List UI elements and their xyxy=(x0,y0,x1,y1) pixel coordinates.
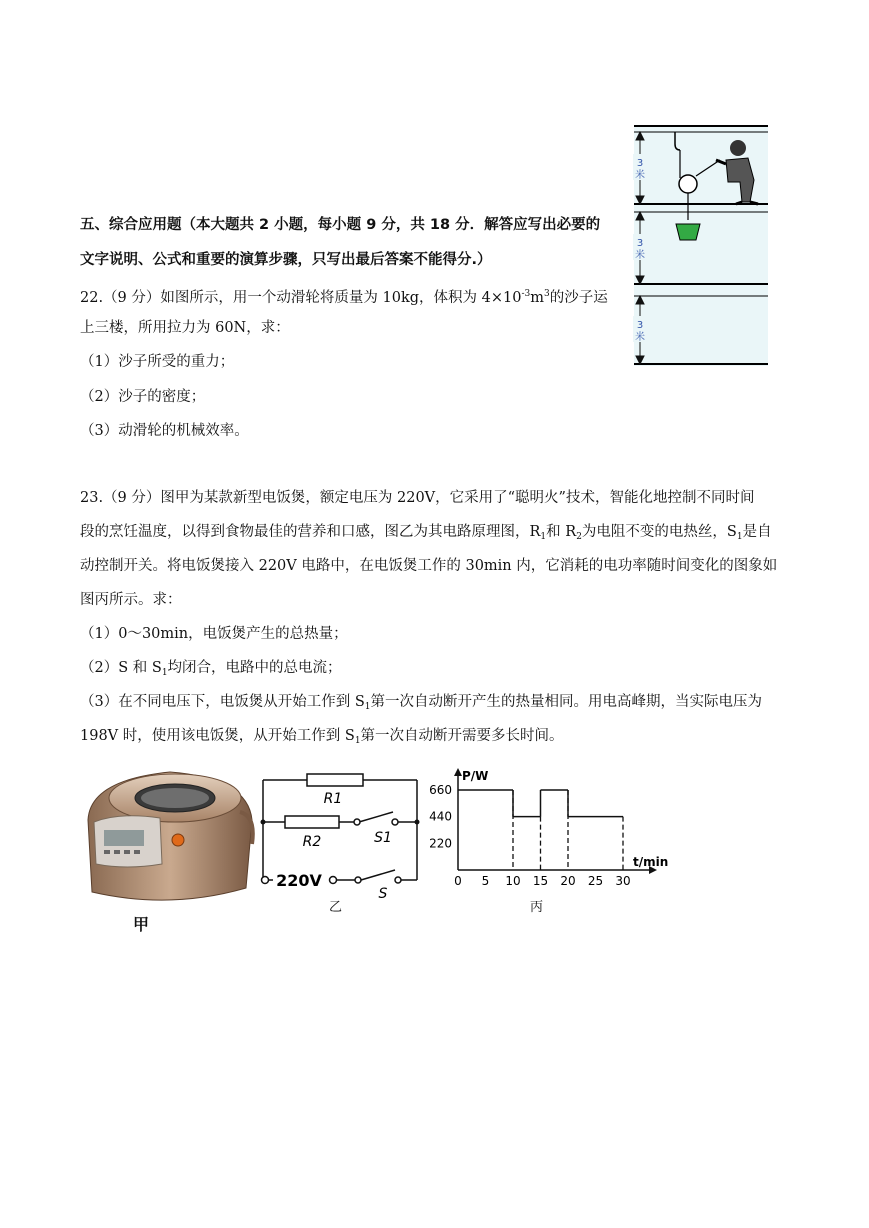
pulley-building-figure xyxy=(630,120,770,370)
q23-line-last: 198V 时，使用该电饭煲，从开始工作到 $S_1$第一次自动断开需要多长时间。 xyxy=(80,728,564,746)
section-heading-line2: 文字说明、公式和重要的演算步骤，只写出最后答案不能得分.） xyxy=(80,252,492,268)
section-heading-line1: 五、综合应用题（本大题共 2 小题，每小题 9 分，共 18 分．解答应写出必要的 xyxy=(80,217,601,233)
rice-cooker-image xyxy=(80,760,260,940)
s-label: S xyxy=(378,886,388,902)
r1-label: R1 xyxy=(323,791,343,807)
floor-label-2: 3 xyxy=(636,238,644,249)
figure-bing-label: 丙 xyxy=(530,900,544,915)
q23-line3: 动控制开关。将电饭煲接入 220V 电路中，在电饭煲工作的 30min 内，它消耗的电功率随时间变化的图象如 xyxy=(80,558,778,574)
y-tick-label: 440 xyxy=(429,809,452,824)
x-tick-label: 0 xyxy=(454,874,462,888)
q23-item-3: （3）在不同电压下，电饭煲从开始工作到 $S_1$第一次自动断开产生的热量相同。用电高峰期，当实际电压为 xyxy=(80,694,763,712)
floor-label-3: 3 xyxy=(636,320,644,331)
q23-line2: 段的烹饪温度，以得到食物最佳的营养和口感，图乙为其电路原理图，$R_1$和 $R_2$为电阻不变的电热丝，$S_1$是自 xyxy=(80,524,772,542)
x-tick-label: 5 xyxy=(481,874,490,888)
x-tick-label: 15 xyxy=(532,874,549,888)
q23-line4: 图丙所示。求： xyxy=(80,592,182,608)
q22-item-3: （3）动滑轮的机械效率。 xyxy=(80,423,249,439)
power-time-chart xyxy=(420,768,675,898)
y-tick-label: 220 xyxy=(429,836,452,851)
q23-item-1: （1）0～30min，电饭煲产生的总热量； xyxy=(80,626,348,642)
figure-yi-label: 乙 xyxy=(329,900,343,915)
q23-line1: 23.（9 分）图甲为某款新型电饭煲，额定电压为 220V，它采用了“聪明火”技术，智能化地控制不同时间 xyxy=(80,490,755,506)
floor-label-1: 3 xyxy=(636,158,644,169)
x-tick-label: 10 xyxy=(505,874,521,888)
q22-line1: 22.（9 分）如图所示，用一个动滑轮将质量为 10kg，体积为 $4\times 10^{-3}m^3$的沙子运 xyxy=(80,289,608,306)
s1-label: S1 xyxy=(374,830,392,846)
svg-text:米: 米 xyxy=(635,250,645,261)
svg-text:米: 米 xyxy=(635,170,645,181)
x-tick-label: 25 xyxy=(587,874,604,888)
q22-line2: 上三楼，所用拉力为 60N，求： xyxy=(80,320,290,336)
x-tick-label: 20 xyxy=(560,874,576,888)
voltage-label: 220V xyxy=(276,871,322,890)
y-axis-label: P/W xyxy=(462,769,489,783)
x-axis-label: t/min xyxy=(633,855,669,869)
r2-label: R2 xyxy=(302,834,322,850)
svg-text:米: 米 xyxy=(635,332,645,343)
figure-jia-label: 甲 xyxy=(133,915,150,934)
y-tick-label: 660 xyxy=(429,783,452,797)
x-tick-label: 30 xyxy=(615,874,631,888)
circuit-diagram xyxy=(255,768,435,908)
q22-item-2: （2）沙子的密度； xyxy=(80,389,206,405)
y-axis-arrow xyxy=(454,768,462,776)
q23-item-2: （2）S 和 $S_1$均闭合，电路中的总电流； xyxy=(80,660,342,678)
q22-item-1: （1）沙子所受的重力； xyxy=(80,354,235,370)
